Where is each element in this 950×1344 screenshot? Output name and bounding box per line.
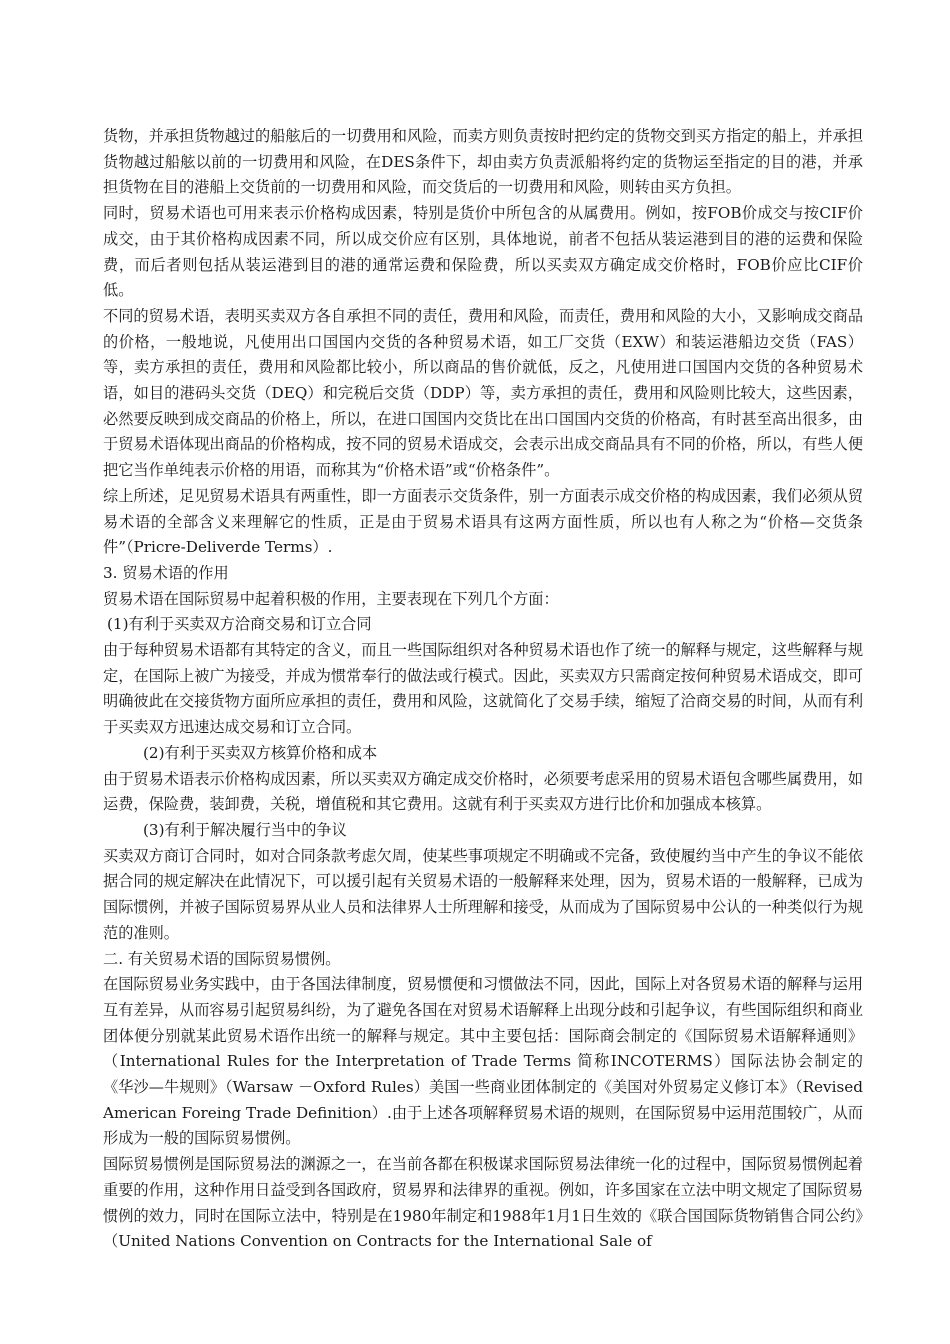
paragraph-customs-law-source: 国际贸易惯例是国际贸易法的渊源之一，在当前各都在积极谋求国际贸易法律统一化的过程中，国际贸易惯例起着重要的作用，这种作用日益受到各国政府，贸易界和法律界的重视。例如，许多国家在立法中明文规定了国际贸易惯例的效力，同时在国际立法中，特别是在1980年制定和1988年1月1日生效的《联合国国际货物销售合同公约》（United Nations Convention on Contracts for the International Sale of	[103, 1155, 863, 1251]
paragraph-different-terms: 不同的贸易术语，表明买卖双方各自承担不同的责任，费用和风险，而责任，费用和风险的大小，又影响成交商品的价格，一般地说，凡使用出口国国内交货的各种贸易术语，如工厂交货（EXW）和装运港船边交货（FAS）等，卖方承担的责任，费用和风险都比较小，所以商品的售价就低，反之，凡使用进口国国内交货的各种贸易术语，如目的港码头交货（DEQ）和完税后交货（DDP）等，卖方承担的责任，费用和风险则比较大，这些因素，必然要反映到成交商品的价格上，所以，在进口国国内交货比在出口国国内交货的价格高，有时甚至高出很多，由于贸易术语体现出商品的价格构成，按不同的贸易术语成交，会表示出成交商品具有不同的价格，所以，有些人便把它当作单纯表示价格的用语，而称其为“价格术语”或“价格条件”。	[103, 306, 863, 480]
paragraph-duality: 综上所述，足见贸易术语具有两重性，即一方面表示交货条件，别一方面表示成交价格的构成因素，我们必须从贸易术语的全部含义来理解它的性质，正是由于贸易术语具有这两方面性质，所以也有人称之为“价格—交货条件”（Pricre-Deliverde Terms）.	[103, 486, 863, 557]
paragraph-dispute-resolution: 买卖双方商订合同时，如对合同条款考虑欠周，使某些事项规定不明确或不完备，致使履约当中产生的争议不能依据合同的规定解决在此情况下，可以援引起有关贸易术语的一般解释来处理，因为，贸易术语的一般解释，已成为国际惯例，并被子国际贸易界从业人员和法律界人士所理解和接受，从而成为了国际贸易中公认的一种类似行为规范的准则。	[103, 846, 863, 942]
subheading-negotiation: (1)有利于买卖双方洽商交易和订立合同	[107, 615, 372, 634]
subheading-cost-accounting: (2)有利于买卖双方核算价格和成本	[143, 743, 378, 762]
paragraph-cost-accounting: 由于贸易术语表示价格构成因素，所以买卖双方确定成交价格时，必须要考虑采用的贸易术语包含哪些属费用，如运费，保险费，装卸费，关税，增值税和其它费用。这就有利于买卖双方进行比价和加强成本核算。	[103, 769, 863, 814]
paragraph-des-terms: 货物，并承担货物越过的船舷后的一切费用和风险，而卖方则负责按时把约定的货物交到买方指定的船上，并承担货物越过船舷以前的一切费用和风险，在DES条件下，却由卖方负责派船将约定的货物运至指定的目的港，并承担货物在目的港船上交货前的一切费用和风险，而交货后的一切费用和风险，则转由买方负担。	[103, 127, 863, 197]
subheading-dispute-resolution: (3)有利于解决履行当中的争议	[143, 820, 347, 839]
paragraph-price-components: 同时，贸易术语也可用来表示价格构成因素，特别是货价中所包含的从属费用。例如，按FOB价成交与按CIF价成交，由于其价格构成因素不同，所以成交价应有区别，具体地说，前者不包括从装运港到目的港的运费和保险费，而后者则包括从装运港到目的港的通常运费和保险费，所以买卖双方确定成交价格时，FOB价应比CIF价低。	[103, 204, 863, 300]
section-heading-role-of-terms: 3. 贸易术语的作用	[103, 563, 229, 582]
paragraph-role-intro: 贸易术语在国际贸易中起着积极的作用，主要表现在下列几个方面：	[103, 589, 559, 608]
section-heading-trade-customs: 二. 有关贸易术语的国际贸易惯例。	[103, 949, 341, 968]
paragraph-negotiation: 由于每种贸易术语都有其特定的含义，而且一些国际组织对各种贸易术语也作了统一的解释与规定，这些解释与规定，在国际上被广为接受，并成为惯常奉行的做法或行模式。因此，买卖双方只需商定按何种贸易术语成交，即可明确彼此在交接货物方面所应承担的责任，费用和风险，这就简化了交易手续，缩短了洽商交易的时间，从而有利于买卖双方迅速达成交易和订立合同。	[103, 641, 863, 737]
document-body	[103, 124, 863, 1255]
paragraph-trade-customs: 在国际贸易业务实践中，由于各国法律制度，贸易惯便和习惯做法不同，因此，国际上对各贸易术语的解释与运用互有差异，从而容易引起贸易纠纷，为了避免各国在对贸易术语解释上出现分歧和引起争议，有些国际组织和商业团体便分别就某此贸易术语作出统一的解释与规定。其中主要包括：国际商会制定的《国际贸易术语解释通则》（International Rules for the Interpretation of Trade Terms 简称INCOTERMS）国际法协会制定的《华沙—牛规则》（Warsaw －Oxford Rules）美国一些商业团体制定的《美国对外贸易定义修订本》（Revised American Foreing Trade Definition）.由于上述各项解释贸易术语的规则，在国际贸易中运用范围较广，从而形成为一般的国际贸易惯例。	[103, 975, 863, 1148]
